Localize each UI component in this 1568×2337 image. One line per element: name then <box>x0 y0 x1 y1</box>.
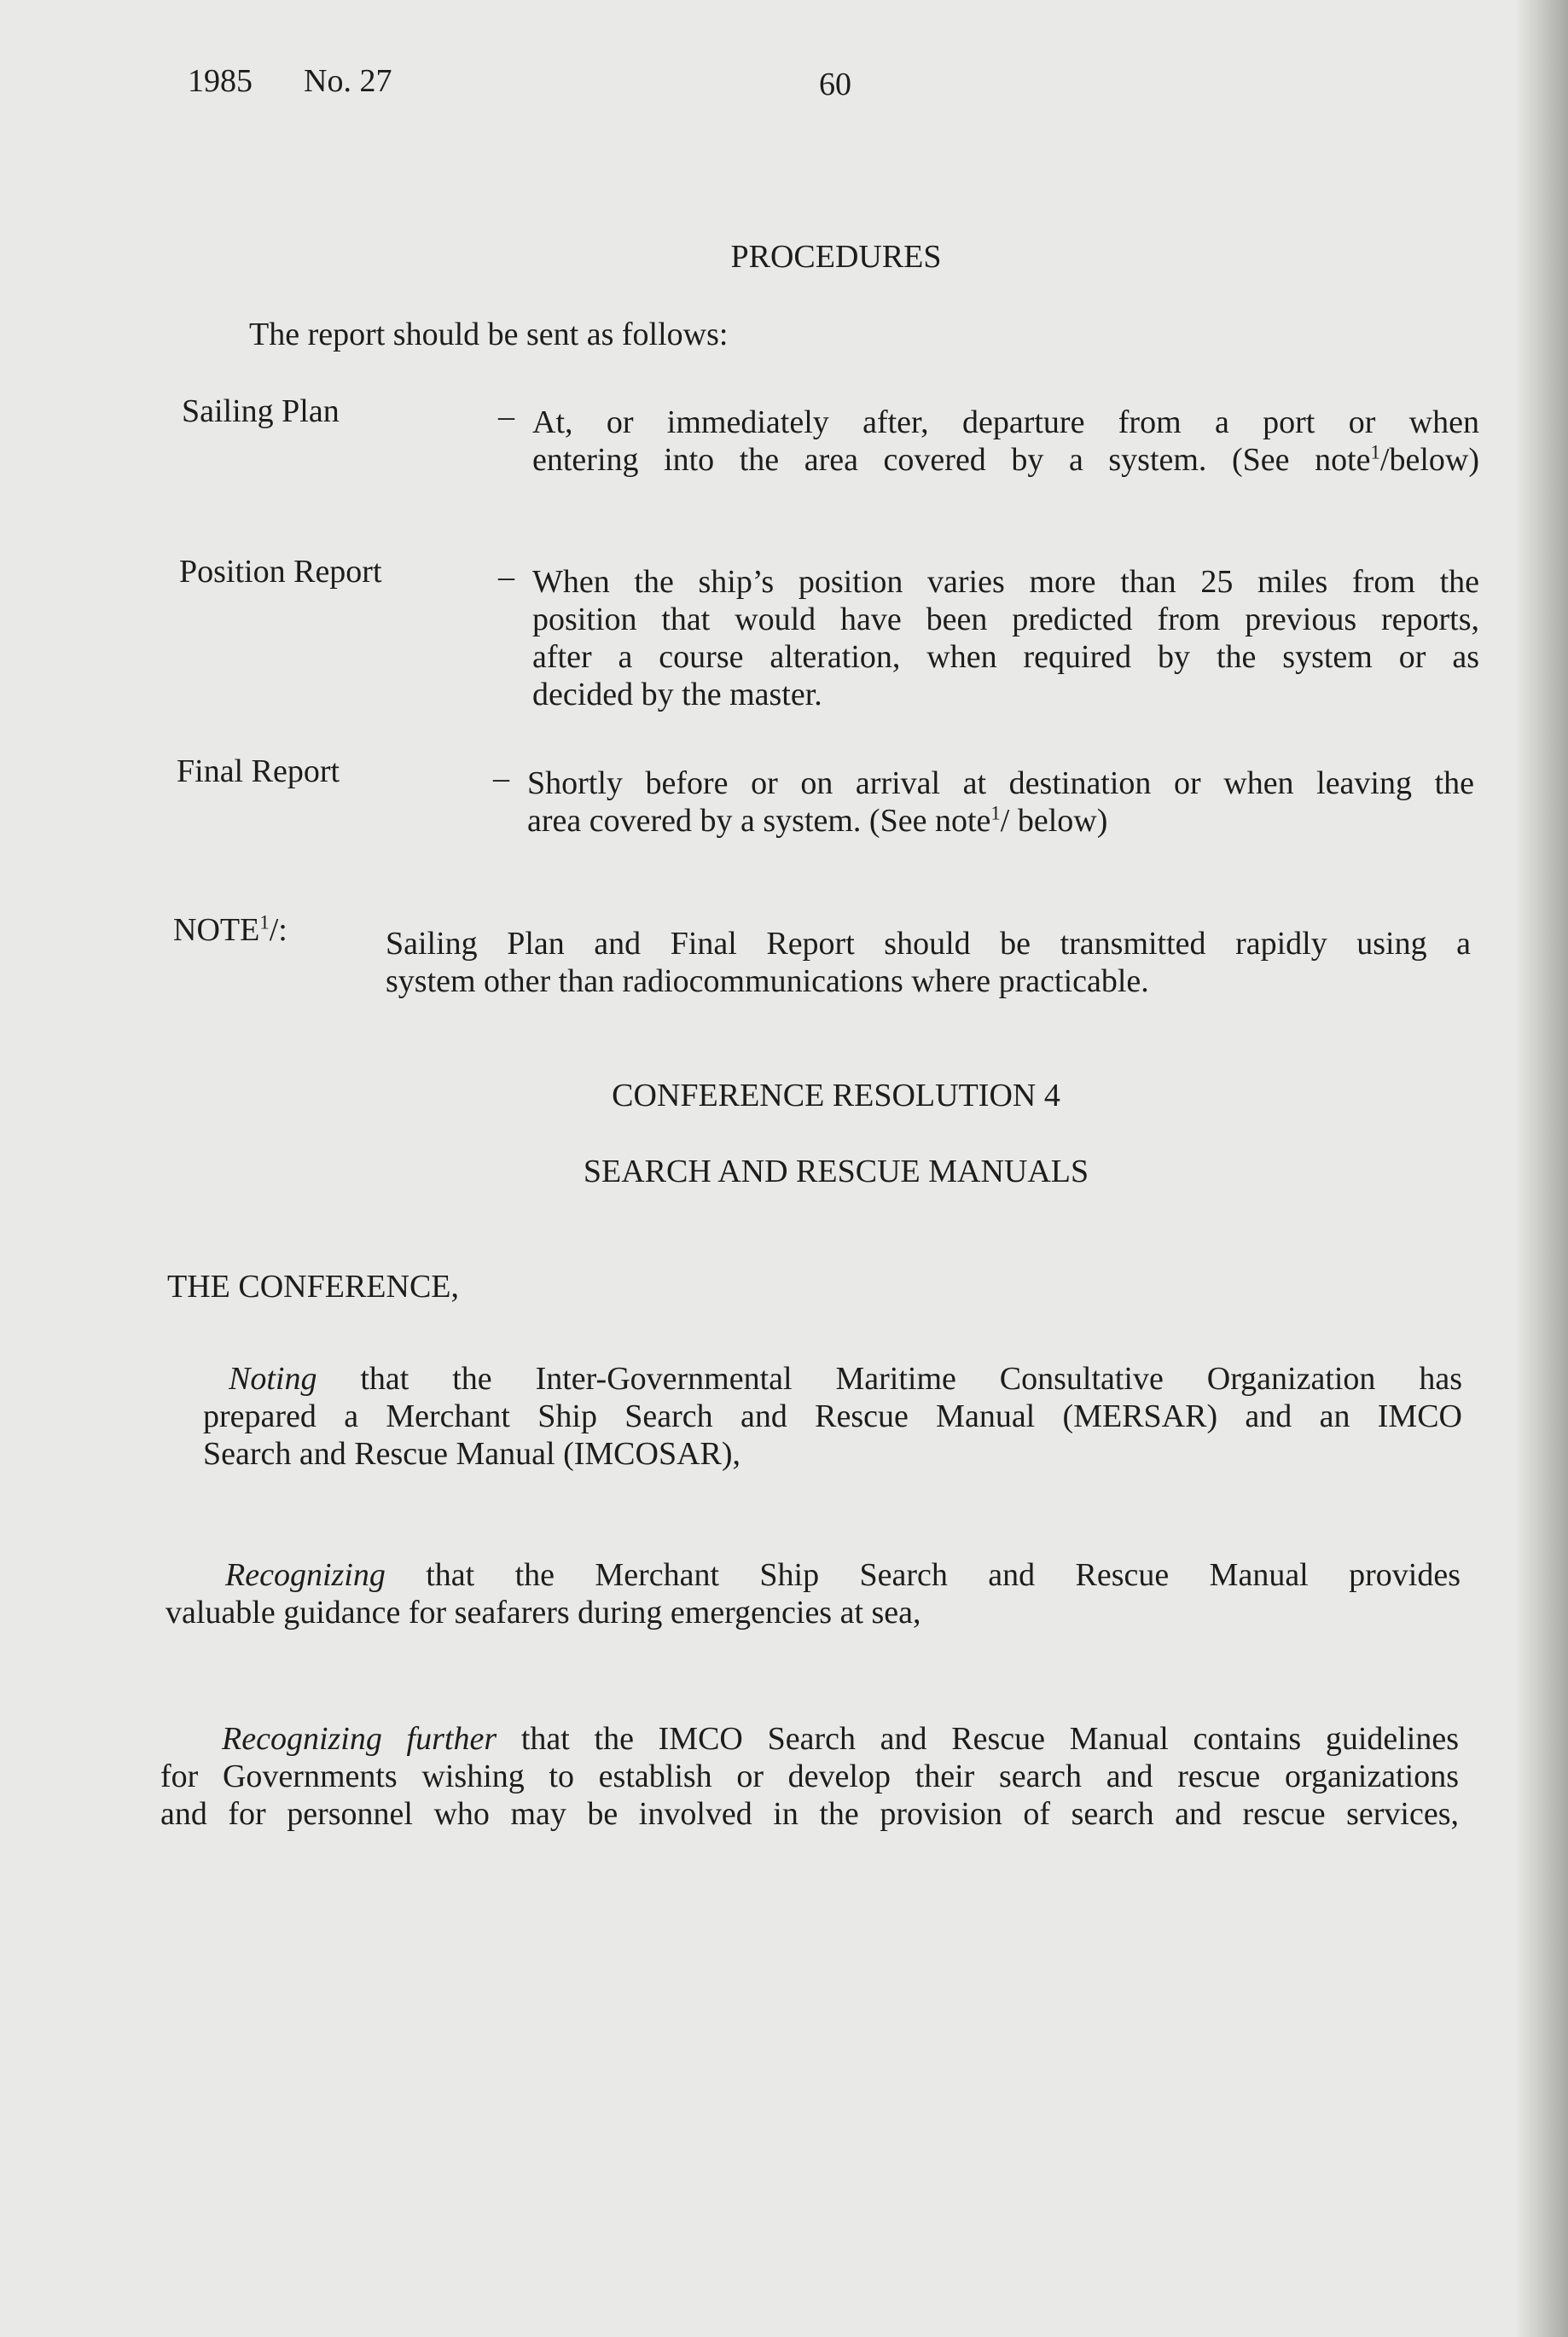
text-line: Recognizing further that the IMCO Search and Rescue Manual contains guidelines <box>222 1721 1460 1757</box>
text-line: At, or immediately after, departure from a port or when <box>532 404 1479 440</box>
header-year: 1985 <box>188 63 253 99</box>
text-line: after a course alteration, when required by the system or as <box>532 639 1479 675</box>
item-dash-sailing-plan: – <box>498 398 514 434</box>
item-text-sailing-plan <box>532 404 1479 479</box>
text-line: When the ship’s position varies more than 25 miles from the <box>532 564 1479 600</box>
header-number: No. 27 <box>304 63 392 99</box>
page-number: 60 <box>819 67 851 102</box>
text-line: Sailing Plan and Final Report should be transmitted rapidly using a <box>386 926 1471 962</box>
note-label: NOTE$^1$/: <box>173 911 287 948</box>
resolution-subtitle: SEARCH AND RESCUE MANUALS <box>583 1154 1089 1189</box>
item-text-position-report <box>532 563 1479 713</box>
paragraph-recognizing <box>166 1556 1461 1631</box>
paragraph-recognizing-further <box>160 1720 1459 1833</box>
item-dash-final-report: – <box>493 760 509 796</box>
resolution-title: CONFERENCE RESOLUTION 4 <box>612 1078 1060 1113</box>
text-line: entering into the area covered by a system. (See note$^1$/below) <box>532 441 1479 478</box>
text-line: position that would have been predicted from previous reports, <box>532 602 1479 637</box>
text-line: area covered by a system. (See note$^1$/ below) <box>527 802 1108 839</box>
item-label-sailing-plan: Sailing Plan <box>182 393 340 429</box>
text-line: Recognizing that the Merchant Ship Search and Rescue Manual provides <box>225 1557 1461 1593</box>
text-line: Shortly before or on arrival at destination or when leaving the <box>527 765 1474 801</box>
text-line: for Governments wishing to establish or develop their search and rescue organizations <box>160 1759 1459 1794</box>
item-text-final-report <box>527 764 1474 840</box>
text-line: decided by the master. <box>532 677 822 712</box>
procedures-intro: The report should be sent as follows: <box>249 317 729 352</box>
procedures-heading: PROCEDURES <box>730 239 942 275</box>
text-line: Search and Rescue Manual (IMCOSAR), <box>203 1436 741 1472</box>
note-text <box>386 925 1471 1000</box>
resolution-opener: THE CONFERENCE, <box>167 1269 459 1305</box>
text-line: system other than radiocommunications where practicable. <box>386 963 1149 999</box>
text-line: valuable guidance for seafarers during emergencies at sea, <box>166 1595 921 1631</box>
paragraph-noting <box>203 1360 1462 1473</box>
item-label-position-report: Position Report <box>179 554 382 590</box>
item-dash-position-report: – <box>498 559 514 595</box>
text-line: and for personnel who may be involved in the provision of search and rescue services, <box>160 1796 1459 1832</box>
text-line: Noting that the Inter-Governmental Maritime Consultative Organization has <box>229 1361 1462 1397</box>
item-label-final-report: Final Report <box>177 753 340 789</box>
text-line: prepared a Merchant Ship Search and Rescue Manual (MERSAR) and an IMCO <box>203 1398 1462 1434</box>
